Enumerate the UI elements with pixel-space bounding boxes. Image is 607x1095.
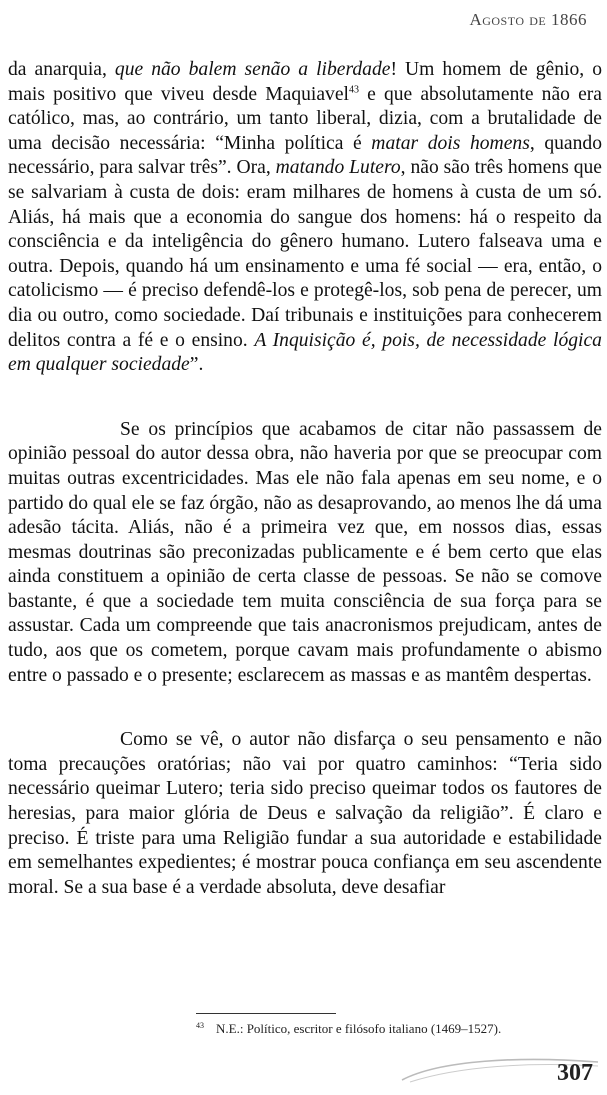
text-run: da anarquia,: [8, 59, 115, 80]
footnote: [196, 1021, 501, 1037]
italic-run: matando Lutero: [275, 157, 401, 179]
paragraph-gap: [8, 688, 602, 728]
italic-run: matar dois homens: [371, 132, 530, 154]
paragraph-1: [8, 58, 602, 378]
paragraph-2: Se os princípios que acabamos de citar não passassem de opinião pessoal do autor dessa obra, não haveria por que se preocupar com muitas outras excentricidades. Mas ele não fala apenas em seu nome, e o partido do qual ele se faz órgão, não as desaprovando, ao menos lhe dá uma adesão tácita. Aliás, não é a primeira vez que, em nossos dias, essas mesmas doutrinas são preconizadas publicamente e é bem certo que elas ainda constituem a opinião de certa classe de pessoas. Se não se comove bastante, é que a sociedade tem muita consciência de sua força para se assustar. Cada um compreende que tais anacronismos prejudicam, antes de tudo, aos que os cometem, porque cavam mais profundamente o abismo entre o passado e o presente; esclarecem as massas e as mantêm despertas.: [8, 418, 602, 686]
footnote-text: N.E.: Político, escritor e filósofo italiano (1469–1527).: [216, 1021, 502, 1036]
paragraph-gap: [8, 378, 602, 418]
text-run: , não são três homens que se salvariam à custa de dois: eram milhares de homens à custa de um só. Aliás, há mais que a economia do sangue dos homens: há o respeito da consciência e da inteligência do gênero humano. Lutero falseava uma e outra. Depois, quando há um ensinamento e uma fé social — era, então, o catolicismo — é preciso defendê-los e protegê-los, sob pena de perecer, um dia ou outro, como sociedade. Daí tribunais e instituições para conhecerem delitos contra a fé e o ensino.: [8, 157, 603, 351]
footnote-marker[interactable]: 43: [349, 84, 359, 96]
page-number: 307: [557, 1060, 593, 1086]
footnote-number: 43: [196, 1020, 204, 1030]
text-run: ”.: [189, 354, 204, 376]
italic-run: A Inquisição é, pois, de necessidade lógica em qualquer sociedade: [8, 329, 602, 376]
italic-run: que não balem senão a liberdade: [114, 59, 391, 80]
text-run: e que absolutamente não era católico, mas, ao contrário, um tanto liberal, dizia, com a brutalidade de uma decisão necessária: “Minha política é: [8, 83, 602, 154]
footnote-divider: [196, 1013, 336, 1014]
text-run: , quando necessário, para salvar três”. Ora,: [8, 132, 602, 179]
text-run: ! Um homem de gênio, o mais positivo que viveu desde Maquiavel: [8, 59, 602, 105]
running-header: Agosto de 1866: [469, 10, 587, 29]
paragraph-3: Como se vê, o autor não disfarça o seu pensamento e não toma precauções oratórias; não vai por quatro caminhos: “Teria sido necessário queimar Lutero; teria sido preciso queimar todos os fautores de heresias, para maior glória de Deus e salvação da religião”. É claro e preciso. É triste para uma Religião fundar a sua autoridade e estabilidade em semelhantes expedientes; é mostrar pouca confiança em seu ascendente moral. Se a sua base é a verdade absoluta, deve desafiar: [8, 729, 602, 898]
body-text: [8, 58, 602, 900]
